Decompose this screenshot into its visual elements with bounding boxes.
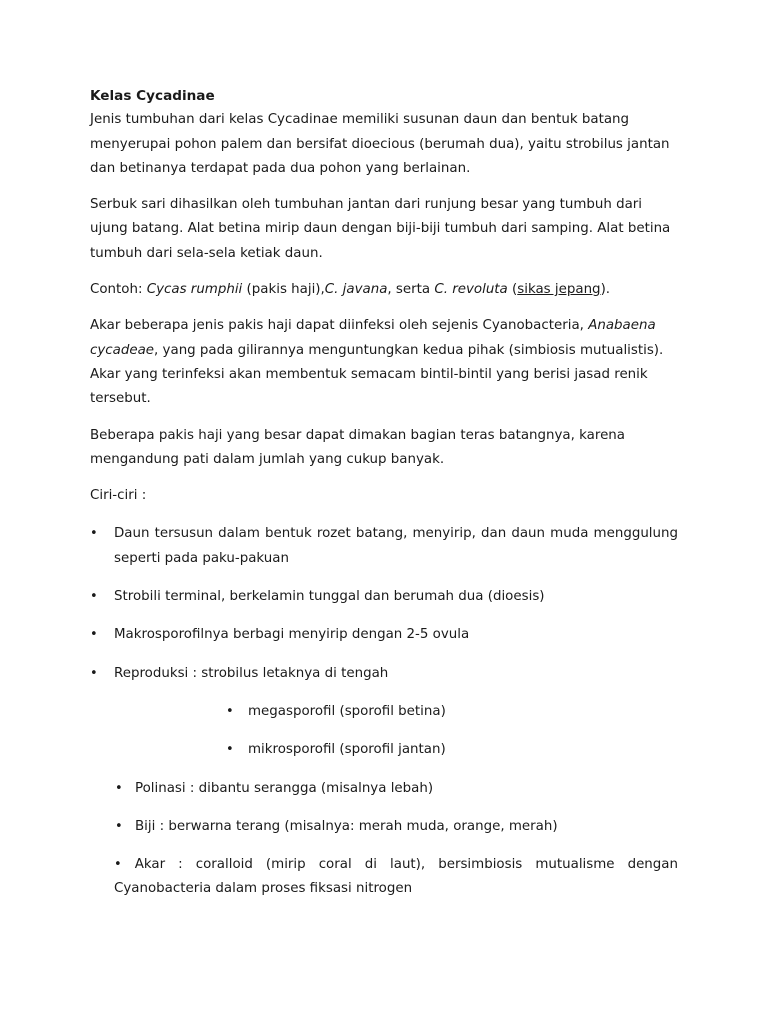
paragraph-characteristics-heading: Ciri-ciri : bbox=[90, 488, 147, 504]
list-item bbox=[90, 623, 678, 647]
text-segment: , serta bbox=[387, 282, 435, 298]
list-item bbox=[90, 522, 678, 571]
bullet-icon: • bbox=[115, 818, 123, 834]
text-segment: Akar beberapa jenis pakis haji dapat diinfeksi oleh sejenis Cyanobacteria, bbox=[90, 318, 589, 334]
list-item-text: Strobili terminal, berkelamin tunggal dan berumah dua (dioesis) bbox=[114, 589, 545, 605]
species-name: C. javana bbox=[324, 282, 388, 298]
list-item-text: Reproduksi : strobilus letaknya di tengah bbox=[114, 665, 389, 681]
bullet-icon: • bbox=[114, 857, 122, 873]
list-item-text: Daun tersusun dalam bentuk rozet batang, menyirip, dan daun muda menggulung seperti pada paku-pakuan bbox=[114, 526, 678, 566]
bullet-icon: • bbox=[226, 742, 234, 758]
species-name: C. revoluta bbox=[434, 282, 508, 298]
list-item-text: Akar : coralloid (mirip coral di laut), bersimbiosis mutualisme dengan Cyanobacteria dalam proses fiksasi nitrogen bbox=[114, 857, 678, 897]
text-segment: (pakis haji), bbox=[242, 282, 325, 298]
sikas-jepang-link[interactable]: sikas jepang bbox=[517, 282, 601, 298]
bullet-icon: • bbox=[90, 665, 98, 681]
text-segment: Contoh: bbox=[90, 282, 147, 298]
sublist-item bbox=[90, 738, 678, 762]
bullet-icon: • bbox=[226, 703, 234, 719]
list-item bbox=[90, 815, 678, 839]
list-item bbox=[90, 853, 678, 902]
text-segment: ). bbox=[600, 282, 611, 298]
list-item bbox=[90, 662, 678, 686]
paragraph-roots bbox=[90, 314, 678, 411]
list-item bbox=[90, 777, 678, 801]
list-item bbox=[90, 585, 678, 609]
sublist-item bbox=[90, 700, 678, 724]
bullet-icon: • bbox=[90, 589, 98, 605]
list-item-text: Polinasi : dibantu serangga (misalnya lebah) bbox=[135, 780, 434, 796]
bullet-icon: • bbox=[115, 780, 123, 796]
paragraph-examples bbox=[90, 278, 678, 302]
list-item-text: Biji : berwarna terang (misalnya: merah muda, orange, merah) bbox=[135, 818, 558, 834]
species-name: Cycas rumphii bbox=[146, 282, 243, 298]
paragraph-starch: Beberapa pakis haji yang besar dapat dimakan bagian teras batangnya, karena mengandung pati dalam jumlah yang cukup banyak. bbox=[90, 427, 626, 467]
list-item-text: megasporofil (sporofil betina) bbox=[248, 703, 446, 719]
paragraph-intro: Jenis tumbuhan dari kelas Cycadinae memiliki susunan daun dan bentuk batang menyerupai pohon palem dan bersifat dioecious (berumah dua), yaitu strobilus jantan dan betinanya terdapat pada dua pohon yang berlainan. bbox=[90, 112, 670, 176]
paragraph-pollen: Serbuk sari dihasilkan oleh tumbuhan jantan dari runjung besar yang tumbuh dari ujung batang. Alat betina mirip daun dengan biji-biji tumbuh dari samping. Alat betina tumbuh dari sela-sela ketiak daun. bbox=[90, 197, 671, 261]
list-item-text: Makrosporofilnya berbagi menyirip dengan 2-5 ovula bbox=[114, 627, 470, 643]
document-page bbox=[90, 84, 678, 916]
text-segment: , yang pada gilirannya menguntungkan kedua pihak (simbiosis mutualistis). Akar yang terinfeksi akan membentuk semacam bintil-bintil yang berisi jasad renik tersebut. bbox=[90, 342, 664, 407]
bullet-icon: • bbox=[90, 526, 98, 542]
list-item-text: mikrosporofil (sporofil jantan) bbox=[248, 742, 446, 758]
document-title: Kelas Cycadinae bbox=[90, 88, 215, 104]
species-name: Anabaena cycadeae bbox=[90, 318, 656, 358]
text-segment: ( bbox=[507, 282, 518, 298]
bullet-icon: • bbox=[90, 627, 98, 643]
